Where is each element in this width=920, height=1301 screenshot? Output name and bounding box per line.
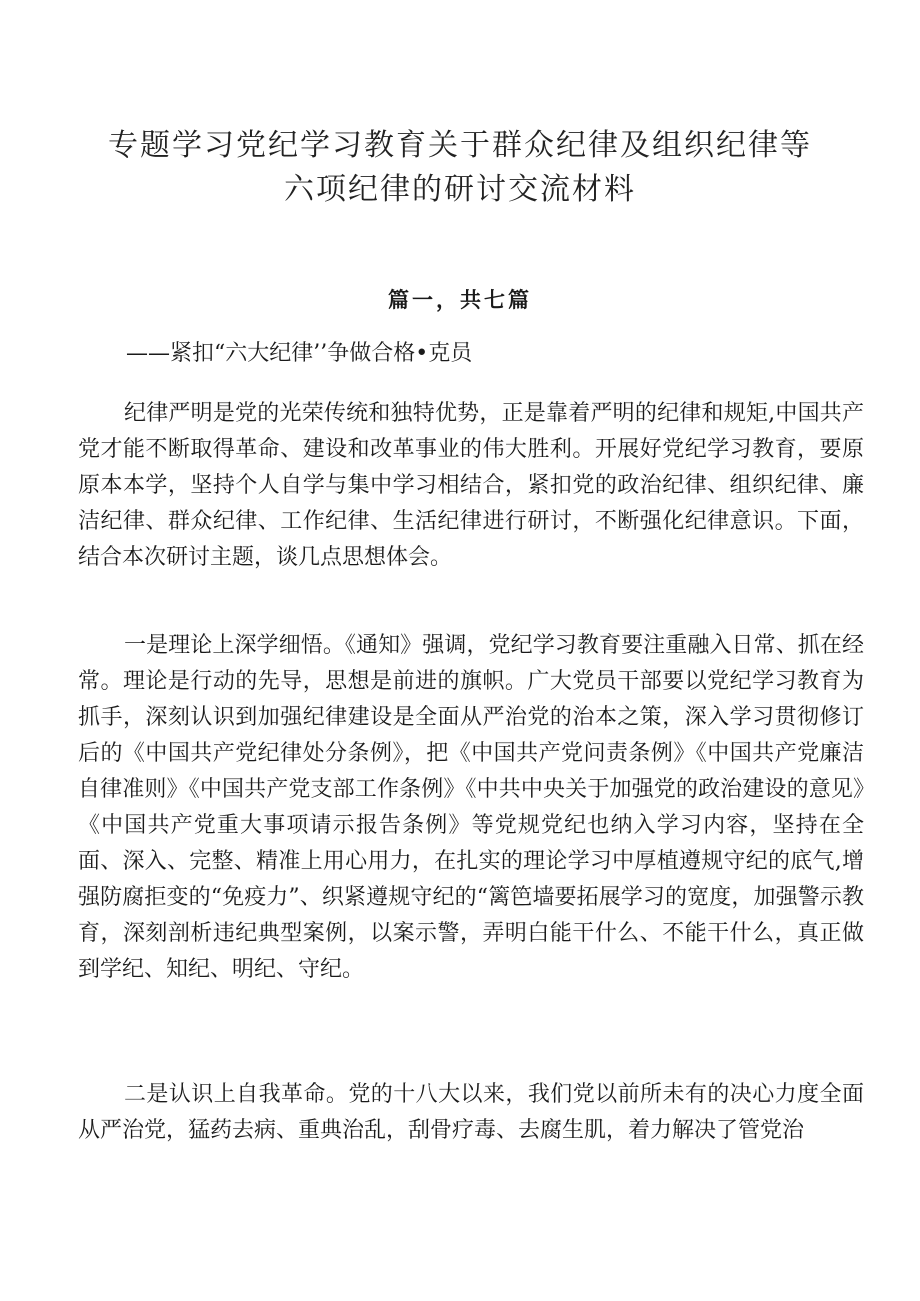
document-title-line-1: 专题学习党纪学习教育关于群众纪律及组织纪律等	[108, 128, 812, 163]
paragraph-point-1: 一是理论上深学细悟。《通知》强调，党纪学习教育要注重融入日常、抓在经常。理论是行动的先导，思想是前进的旗帜。广大党员干部要以党纪学习教育为抓手，深刻认识到加强纪律建设是全面从严治党的治本之策，深入学习贯彻修订后的《中国共产党纪律处分条例》，把《中国共产党问责条例》《中国共产党廉洁自律准则》《中国共产党支部工作条例》《中共中央关于加强党的政治建设的意见》《中国共产党重大事项请示报告条例》等党规党纪也纳入学习内容，坚持在全面、深入、完整、精准上用心用力，在扎实的理论学习中厚植遵规守纪的底气,增强防腐拒变的“免疫力”、织紧遵规守纪的“篱笆墙要拓展学习的宽度，加强警示教育，深刻剖析违纪典型案例，以案示警，弄明白能干什么、不能干什么，真正做到学纪、知纪、明纪、守纪。	[78, 633, 864, 982]
subheading: ——紧扣“六大纪律’’争做合格•克员	[126, 341, 473, 366]
document-title-line-2: 六项纪律的研讨交流材料	[284, 172, 636, 207]
paragraph-intro: 纪律严明是党的光荣传统和独特优势，正是靠着严明的纪律和规矩,中国共产党才能不断取得革命、建设和改革事业的伟大胜利。开展好党纪学习教育，要原原本本学，坚持个人自学与集中学习相结合，紧扣党的政治纪律、组织纪律、廉洁纪律、群众纪律、工作纪律、生活纪律进行研讨，不断强化纪律意识。下面，结合本次研讨主题，谈几点思想体会。	[78, 401, 864, 570]
section-heading: 篇一，共七篇	[388, 287, 532, 312]
paragraph-point-2: 二是认识上自我革命。党的十八大以来，我们党以前所未有的决心力度全面从严治党，猛药去病、重典治乱，刮骨疗毒、去腐生肌，着力解决了管党治	[78, 1082, 864, 1143]
